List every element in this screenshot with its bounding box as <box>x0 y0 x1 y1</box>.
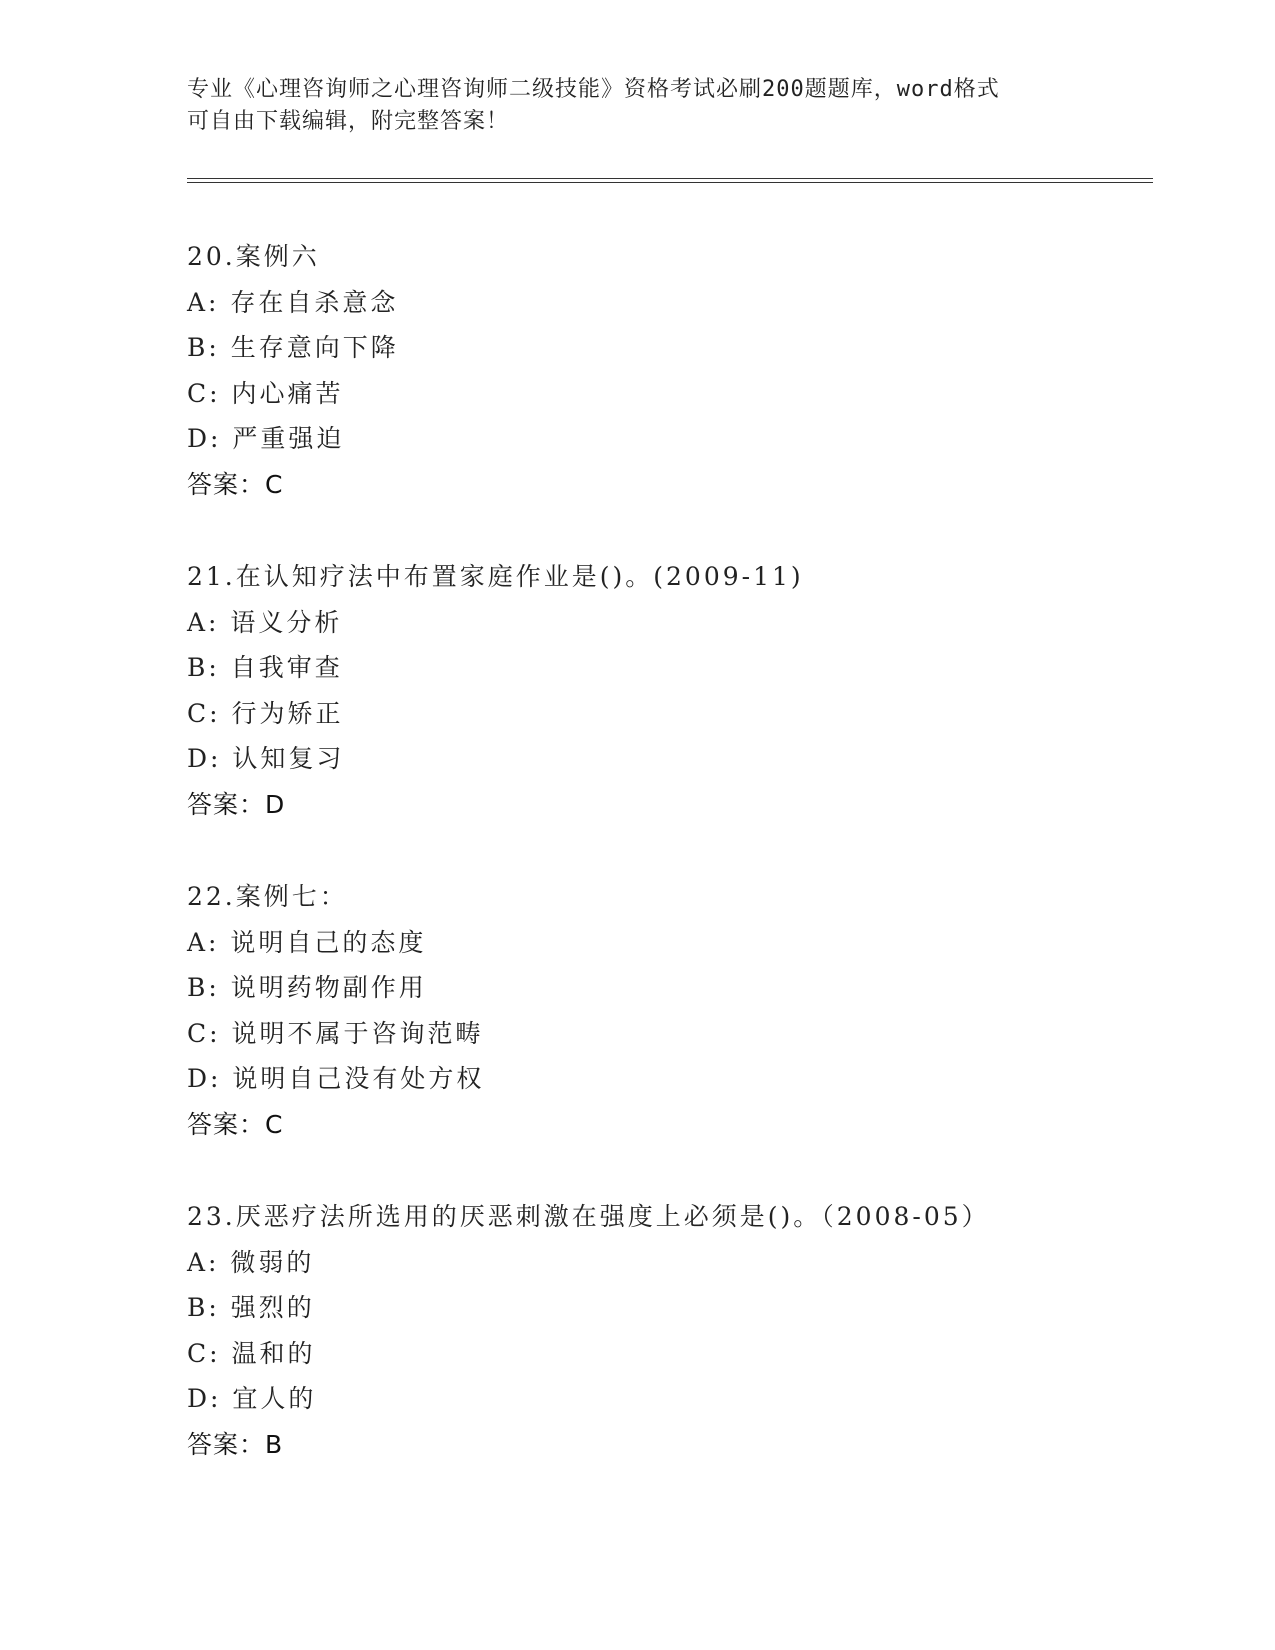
option-b: B: 强烈的 <box>187 1293 315 1322</box>
header-line-1: 专业《心理咨询师之心理咨询师二级技能》资格考试必刷200题题库，word格式 <box>187 77 1000 102</box>
option-c: C: 行为矫正 <box>187 698 344 728</box>
option-a: A: 说明自己的态度 <box>187 927 427 957</box>
question-list <box>187 234 1167 1514</box>
option-b: B: 自我审查 <box>187 653 343 682</box>
answer-line: 答案：C <box>187 1109 284 1139</box>
option-b: B: 生存意向下降 <box>187 333 399 362</box>
option-a: A: 语义分析 <box>187 607 343 637</box>
answer-line: 答案：D <box>187 789 286 819</box>
option-d: D: 宜人的 <box>187 1384 317 1413</box>
question-20 <box>187 234 1167 507</box>
question-stem: 23.厌恶疗法所选用的厌恶刺激在强度上必须是()。（2008-05） <box>187 1202 990 1231</box>
question-23 <box>187 1194 1167 1467</box>
option-b: B: 说明药物副作用 <box>187 973 427 1002</box>
option-c: C: 温和的 <box>187 1338 316 1368</box>
question-stem: 22.案例七： <box>187 882 348 911</box>
document-header <box>187 74 1087 138</box>
option-c: C: 说明不属于咨询范畴 <box>187 1018 484 1048</box>
question-stem: 21.在认知疗法中布置家庭作业是()。(2009-11) <box>187 562 804 591</box>
option-a: A: 微弱的 <box>187 1247 315 1277</box>
header-line-2: 可自由下载编辑，附完整答案！ <box>187 109 510 134</box>
question-22 <box>187 874 1167 1147</box>
option-d: D: 认知复习 <box>187 744 345 773</box>
question-stem: 20.案例六 <box>187 242 320 271</box>
answer-line: 答案：B <box>187 1429 284 1459</box>
header-divider <box>187 178 1153 183</box>
option-d: D: 严重强迫 <box>187 424 345 453</box>
option-c: C: 内心痛苦 <box>187 378 344 408</box>
question-21 <box>187 554 1167 827</box>
option-a: A: 存在自杀意念 <box>187 287 399 317</box>
option-d: D: 说明自己没有处方权 <box>187 1064 485 1093</box>
answer-line: 答案：C <box>187 469 284 499</box>
